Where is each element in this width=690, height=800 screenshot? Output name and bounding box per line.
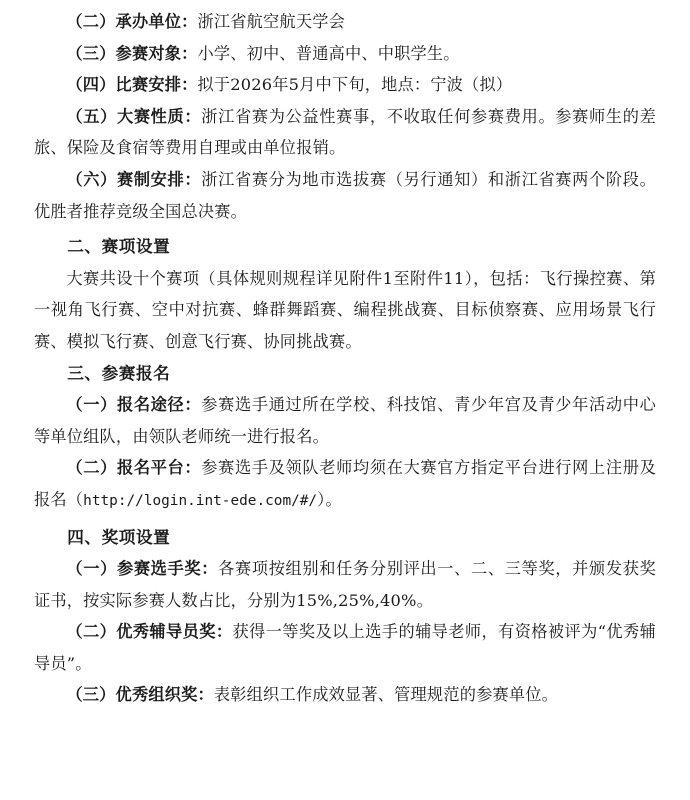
paragraph-item-5 bbox=[34, 101, 656, 164]
paragraph-item-4-1 bbox=[34, 553, 656, 616]
paragraph-text: 获得一等奖及以上选手的辅导老师，有资格被评为“优秀辅导员”。 bbox=[34, 622, 657, 673]
paragraph-text: 参赛选手通过所在学校、科技馆、青少年宫及青少年活动中心等单位组队，由领队老师统一进行报名。 bbox=[34, 395, 656, 446]
section-heading-3: 三、参赛报名 bbox=[67, 362, 171, 383]
paragraph-text: 小学、初中、普通高中、中职学生。 bbox=[197, 43, 460, 63]
paragraph-label: （五）大赛性质： bbox=[66, 106, 202, 126]
paragraph-text: 拟于2026年5月中下旬，地点：宁波（拟） bbox=[197, 75, 513, 95]
paragraph-label: （三）参赛对象： bbox=[66, 43, 198, 63]
paragraph-label: （四）比赛安排： bbox=[66, 75, 198, 95]
paragraph-item-3-2 bbox=[34, 452, 656, 517]
paragraph-text: 各赛项按组别和任务分别评出一、二、三等奖，并颁发获奖证书，按实际参赛人数占比，分别为15%,25%,40%。 bbox=[34, 559, 656, 610]
paragraph-label: （二）优秀辅导员奖： bbox=[66, 622, 233, 642]
paragraph-text: 表彰组织工作成效显著、管理规范的参赛单位。 bbox=[213, 685, 559, 705]
section-heading-2: 二、赛项设置 bbox=[67, 236, 171, 257]
paragraph-item-3 bbox=[34, 38, 656, 70]
paragraph-label: （一）报名途径： bbox=[66, 395, 202, 415]
paragraph-label: （三）优秀组织奖： bbox=[66, 685, 214, 705]
paragraph-label: （二）报名平台： bbox=[66, 458, 202, 478]
paragraph-label: （一）参赛选手奖： bbox=[66, 559, 219, 579]
paragraph-text: 浙江省赛为公益性赛事，不收取任何参赛费用。参赛师生的差旅、保险及食宿等费用自理或由单位报销。 bbox=[34, 106, 656, 158]
paragraph-item-2 bbox=[34, 6, 656, 38]
paragraph-label: （二）承办单位： bbox=[66, 12, 198, 31]
registration-url[interactable]: http://login.int-ede.com/#/ bbox=[83, 492, 318, 509]
paragraph-item-4 bbox=[34, 69, 656, 101]
paragraph-label: （六）赛制安排： bbox=[66, 169, 202, 189]
paragraph-text: 浙江省赛分为地市选拔赛（另行通知）和浙江省赛两个阶段。优胜者推荐竞级全国总决赛。 bbox=[34, 169, 656, 221]
paragraph-text-after: ）。 bbox=[317, 489, 342, 509]
paragraph-text: 大赛共设十个赛项（具体规则规程详见附件1至附件11），包括：飞行操控赛、第一视角飞行赛、空中对抗赛、蜂群舞蹈赛、编程挑战赛、目标侦察赛、应用场景飞行赛、模拟飞行赛、创意飞行赛、协同挑战赛。 bbox=[34, 268, 656, 351]
paragraph-item-4-2 bbox=[34, 616, 656, 679]
paragraph-item-4-3 bbox=[34, 679, 656, 711]
paragraph-text: 参赛选手及领队老师均须在大赛官方指定平台进行网上注册及报名（ bbox=[34, 458, 656, 509]
paragraph-text: 浙江省航空航天学会 bbox=[197, 12, 345, 31]
paragraph-section-2-body bbox=[34, 263, 656, 358]
section-heading-4: 四、奖项设置 bbox=[67, 526, 171, 547]
paragraph-item-3-1 bbox=[34, 389, 656, 452]
paragraph-item-6 bbox=[34, 164, 656, 227]
